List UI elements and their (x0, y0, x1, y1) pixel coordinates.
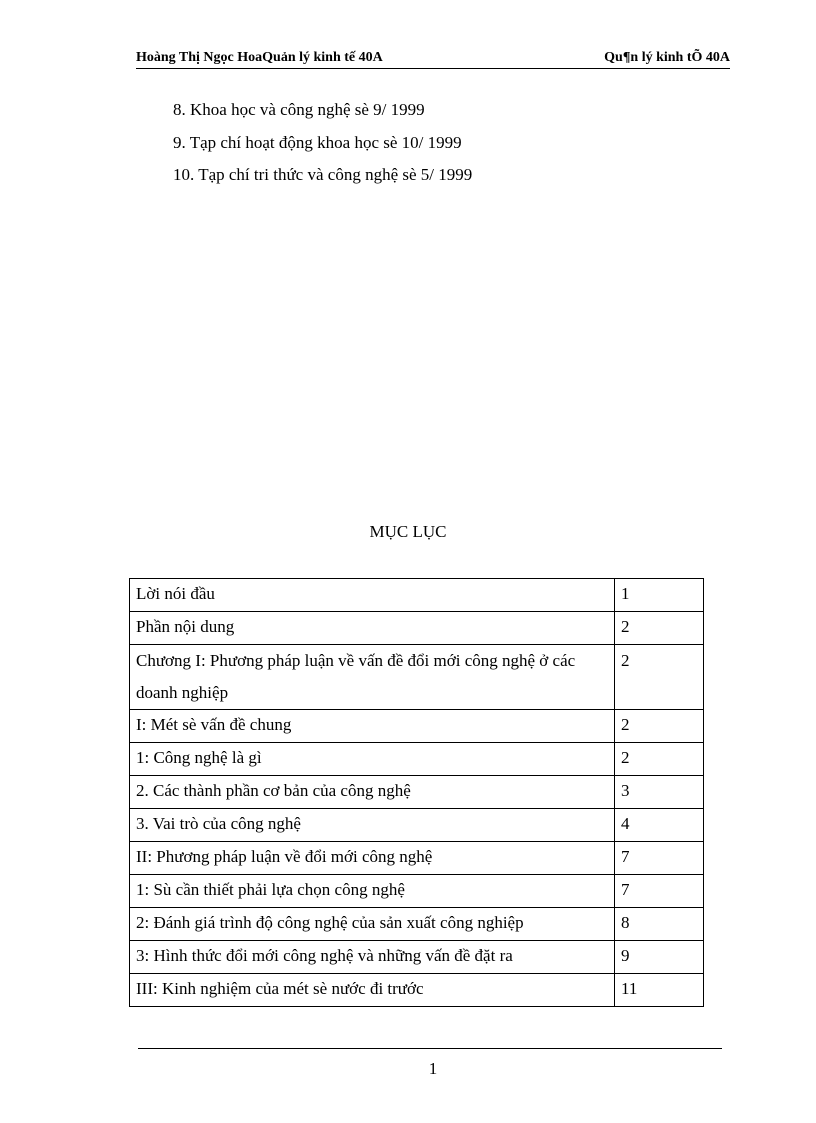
reference-item: 8. Khoa học và công nghệ sè 9/ 1999 (173, 100, 425, 119)
toc-entry-page: 2 (615, 710, 704, 743)
toc-row (130, 974, 704, 1007)
toc-table (129, 578, 704, 1007)
toc-entry-page: 1 (615, 579, 704, 612)
toc-entry-page: 9 (615, 941, 704, 974)
toc-entry-label: Lời nói đầu (130, 579, 615, 612)
footer-divider (138, 1048, 722, 1049)
toc-entry-page: 8 (615, 908, 704, 941)
toc-entry-label: Phần nội dung (130, 612, 615, 645)
page-header (136, 48, 730, 69)
toc-row (130, 710, 704, 743)
toc-entry-label: 1: Công nghệ là gì (130, 743, 615, 776)
toc-entry-page: 2 (615, 743, 704, 776)
toc-entry-page: 4 (615, 809, 704, 842)
toc-row (130, 645, 704, 710)
toc-entry-label: I: Mét sè vấn đề chung (130, 710, 615, 743)
toc-entry-label: III: Kinh nghiệm của mét sè nước đi trước (130, 974, 615, 1007)
toc-entry-label: 2. Các thành phần cơ bản của công nghệ (130, 776, 615, 809)
toc-row (130, 875, 704, 908)
toc-row (130, 809, 704, 842)
toc-entry-label: 3. Vai trò của công nghệ (130, 809, 615, 842)
reference-list (173, 94, 472, 192)
toc-row (130, 612, 704, 645)
toc-row (130, 743, 704, 776)
toc-entry-label: 1: Sù cần thiết phải lựa chọn công nghệ (130, 875, 615, 908)
toc-row (130, 842, 704, 875)
reference-item: 10. Tạp chí tri thức và công nghệ sè 5/ 1999 (173, 165, 473, 184)
toc-entry-page: 11 (615, 974, 704, 1007)
toc-row (130, 776, 704, 809)
toc-entry-label: Chương I: Phương pháp luận về vấn đề đổi mới công nghệ ở các doanh nghiệp (130, 645, 615, 710)
toc-entry-label: 3: Hình thức đổi mới công nghệ và những vấn đề đặt ra (130, 941, 615, 974)
toc-entry-page: 3 (615, 776, 704, 809)
toc-entry-label: 2: Đánh giá trình độ công nghệ của sản xuất công nghiệp (130, 908, 615, 941)
toc-row (130, 908, 704, 941)
toc-entry-label: II: Phương pháp luận về đổi mới công nghệ (130, 842, 615, 875)
toc-row (130, 941, 704, 974)
toc-entry-page: 7 (615, 875, 704, 908)
toc-title: MỤC LỤC (369, 522, 447, 541)
reference-item: 9. Tạp chí hoạt động khoa học sè 10/ 1999 (173, 132, 462, 152)
header-right-text: Qu¶n lý kinh tÕ 40A (604, 50, 730, 65)
header-left-text: Hoàng Thị Ngọc HoaQuản lý kinh tế 40A (136, 50, 383, 65)
toc-entry-page: 2 (615, 612, 704, 645)
toc-row (130, 579, 704, 612)
toc-entry-page: 2 (615, 645, 704, 710)
toc-entry-page: 7 (615, 842, 704, 875)
page-number: 1 (428, 1059, 438, 1078)
